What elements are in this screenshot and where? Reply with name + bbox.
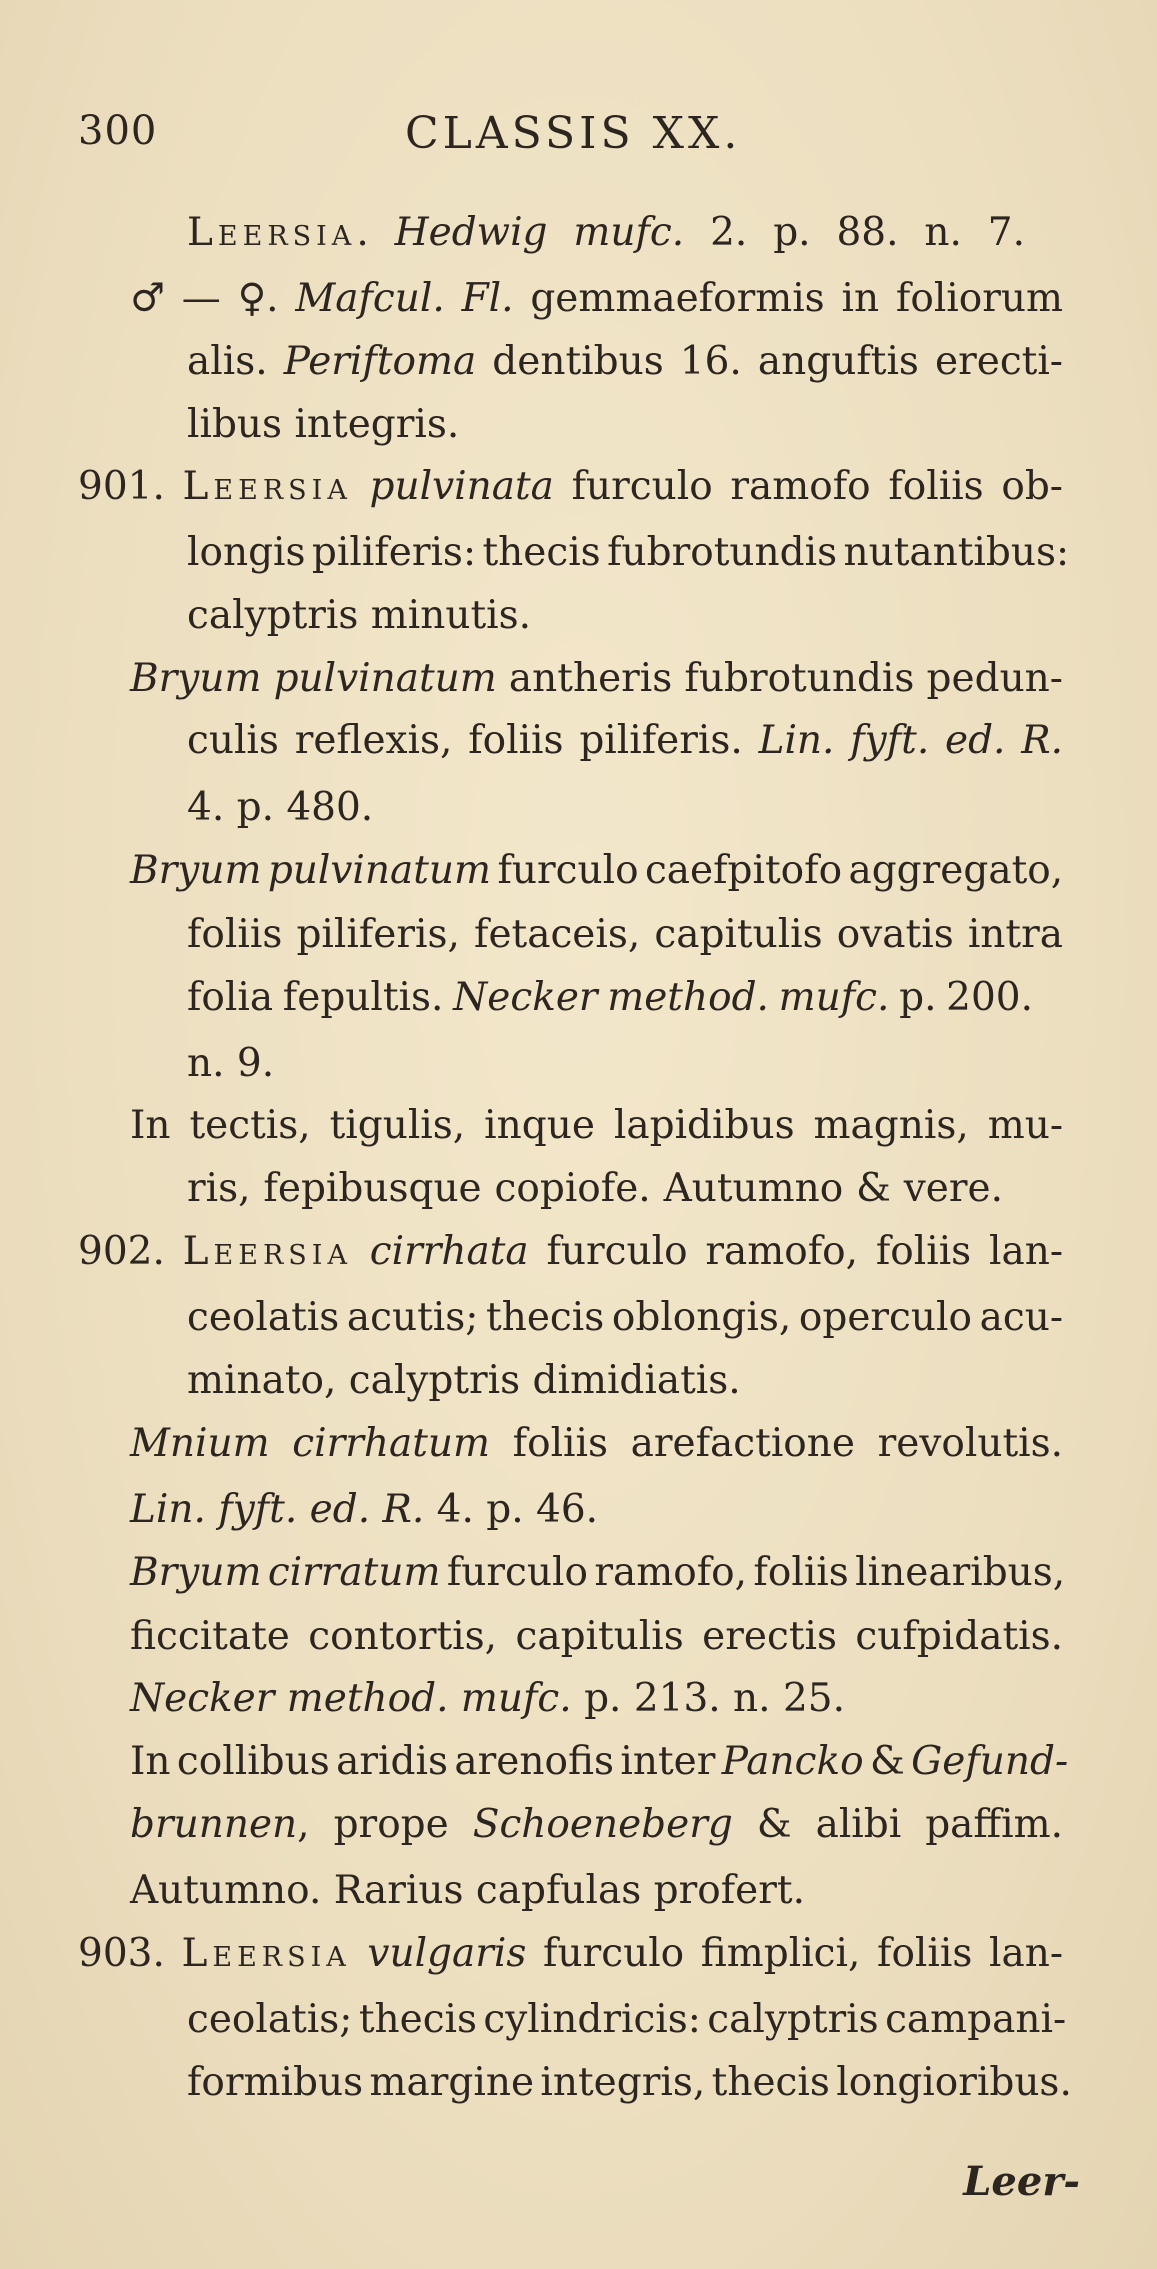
text-segment: foliis arefactione revolutis.	[490, 1421, 1064, 1466]
italic-text: Lin. fyft. ed. R.	[130, 1487, 425, 1532]
page-number: 300	[78, 108, 158, 154]
italic-text: Schoeneberg	[472, 1802, 733, 1847]
text-line	[187, 1166, 1003, 1211]
text-line	[130, 1614, 1063, 1659]
text-segment	[351, 1931, 368, 1976]
genus-name: Leersia	[182, 464, 352, 509]
text-segment: 902.	[78, 1229, 183, 1274]
genus-name: Leersia	[182, 1229, 352, 1274]
text-line	[187, 785, 374, 830]
text-segment: culis reflexis, foliis piliferis.	[187, 718, 759, 763]
text-line	[187, 718, 1063, 763]
text-line	[187, 1997, 1067, 2042]
text-segment: n. 9.	[187, 1041, 275, 1086]
text-line	[187, 912, 1063, 957]
text-segment: 2. p. 88. n. 7.	[684, 210, 1026, 255]
text-line	[130, 1676, 845, 1721]
text-segment: folia fepultis.	[187, 975, 454, 1020]
text-line	[187, 210, 1026, 255]
text-segment: In tectis, tigulis, inque lapidibus magnis, mu-	[130, 1103, 1063, 1148]
text-segment: furculo ramofo, foliis linearibus,	[440, 1550, 1066, 1595]
text-segment: furculo ramofo foliis ob-	[553, 464, 1063, 509]
text-segment: p. 213. n. 25.	[571, 1676, 845, 1721]
italic-text: Bryum pulvinatum	[130, 848, 492, 893]
italic-text: Mnium cirrhatum	[130, 1421, 491, 1466]
text-segment: p. 200.	[889, 975, 1033, 1020]
text-segment: furculo caefpitofo aggregato,	[491, 848, 1064, 893]
text-line	[187, 1041, 275, 1086]
text-segment: 4. p. 46.	[424, 1487, 599, 1532]
text-segment	[352, 1229, 370, 1274]
italic-text: Gefund-	[911, 1739, 1069, 1784]
text-line	[78, 1229, 1064, 1274]
text-segment	[352, 464, 370, 509]
text-segment: Autumno. Rarius capfulas profert.	[130, 1868, 805, 1913]
text-segment: longis piliferis: thecis fubrotundis nutantibus:	[187, 530, 1070, 575]
text-segment: alis.	[187, 339, 284, 384]
text-line	[130, 1802, 1063, 1847]
text-segment: ceolatis; thecis cylindricis: calyptris campani-	[187, 1997, 1067, 2042]
italic-text: Necker method. mufc.	[453, 975, 890, 1020]
text-line	[187, 1358, 741, 1403]
text-line	[130, 1487, 599, 1532]
text-line	[130, 1550, 1066, 1595]
text-line	[130, 276, 1063, 321]
text-segment: ceolatis acutis; thecis oblongis, operculo acu-	[187, 1295, 1063, 1340]
text-line	[187, 530, 1070, 575]
text-segment: furculo fimplici, foliis lan-	[526, 1931, 1064, 1976]
italic-text: Hedwig mufc.	[394, 210, 685, 255]
catchword: Leer-	[963, 2158, 1080, 2205]
text-line	[130, 1103, 1063, 1148]
genus-name: Leersia	[181, 1931, 351, 1976]
text-segment: In collibus aridis arenofis inter	[130, 1739, 722, 1784]
italic-text: Lin. fyft. ed. R.	[758, 718, 1063, 763]
text-segment: & alibi paffim.	[732, 1802, 1063, 1847]
italic-text: pulvinata	[369, 464, 554, 509]
running-head: CLASSIS XX.	[405, 108, 742, 159]
text-line	[187, 975, 1033, 1020]
text-segment: 901.	[78, 464, 183, 509]
genus-name: Leersia	[187, 210, 357, 255]
text-segment: formibus margine integris, thecis longioribus.	[187, 2060, 1072, 2105]
text-line	[130, 656, 1063, 701]
text-segment: ♂ — ♀.	[130, 276, 296, 321]
text-segment: dentibus 16. anguftis erecti-	[476, 339, 1063, 384]
text-line	[130, 1868, 805, 1913]
text-line	[130, 1739, 1069, 1784]
text-line	[187, 2060, 1072, 2105]
text-segment: &	[863, 1739, 912, 1784]
text-segment: .	[356, 210, 395, 255]
text-segment: 4. p. 480.	[187, 785, 374, 830]
text-segment: foliis piliferis, fetaceis, capitulis ovatis intra	[187, 912, 1063, 957]
text-segment: antheris fubrotundis pedun-	[496, 656, 1063, 701]
page-header	[0, 108, 1157, 168]
text-line	[187, 339, 1063, 384]
text-line	[187, 1295, 1063, 1340]
italic-text: cirrhata	[369, 1229, 529, 1274]
text-segment: gemmaeformis in foliorum	[513, 276, 1063, 321]
italic-text: Periftoma	[283, 339, 477, 384]
italic-text: Pancko	[721, 1739, 864, 1784]
text-segment: calyptris minutis.	[187, 593, 532, 638]
italic-text: Necker method. mufc.	[130, 1676, 572, 1721]
text-line	[187, 402, 460, 447]
text-line	[78, 1931, 1064, 1976]
italic-text: Mafcul. Fl.	[295, 276, 514, 321]
italic-text: vulgaris	[367, 1931, 527, 1976]
text-segment: furculo ramofo, foliis lan-	[528, 1229, 1064, 1274]
text-segment: minato, calyptris dimidiatis.	[187, 1358, 741, 1403]
text-segment: ficcitate contortis, capitulis erectis cufpidatis.	[130, 1614, 1063, 1659]
text-line	[130, 1421, 1064, 1466]
italic-text: Bryum cirratum	[130, 1550, 441, 1595]
text-line	[78, 464, 1063, 509]
italic-text: brunnen	[130, 1802, 298, 1847]
italic-text: Bryum pulvinatum	[130, 656, 497, 701]
text-line	[130, 848, 1064, 893]
text-line	[187, 593, 532, 638]
text-segment: libus integris.	[187, 402, 460, 447]
text-segment: 903.	[78, 1931, 182, 1976]
text-segment: , prope	[297, 1802, 473, 1847]
text-segment: ris, fepibusque copiofe. Autumno & vere.	[187, 1166, 1003, 1211]
